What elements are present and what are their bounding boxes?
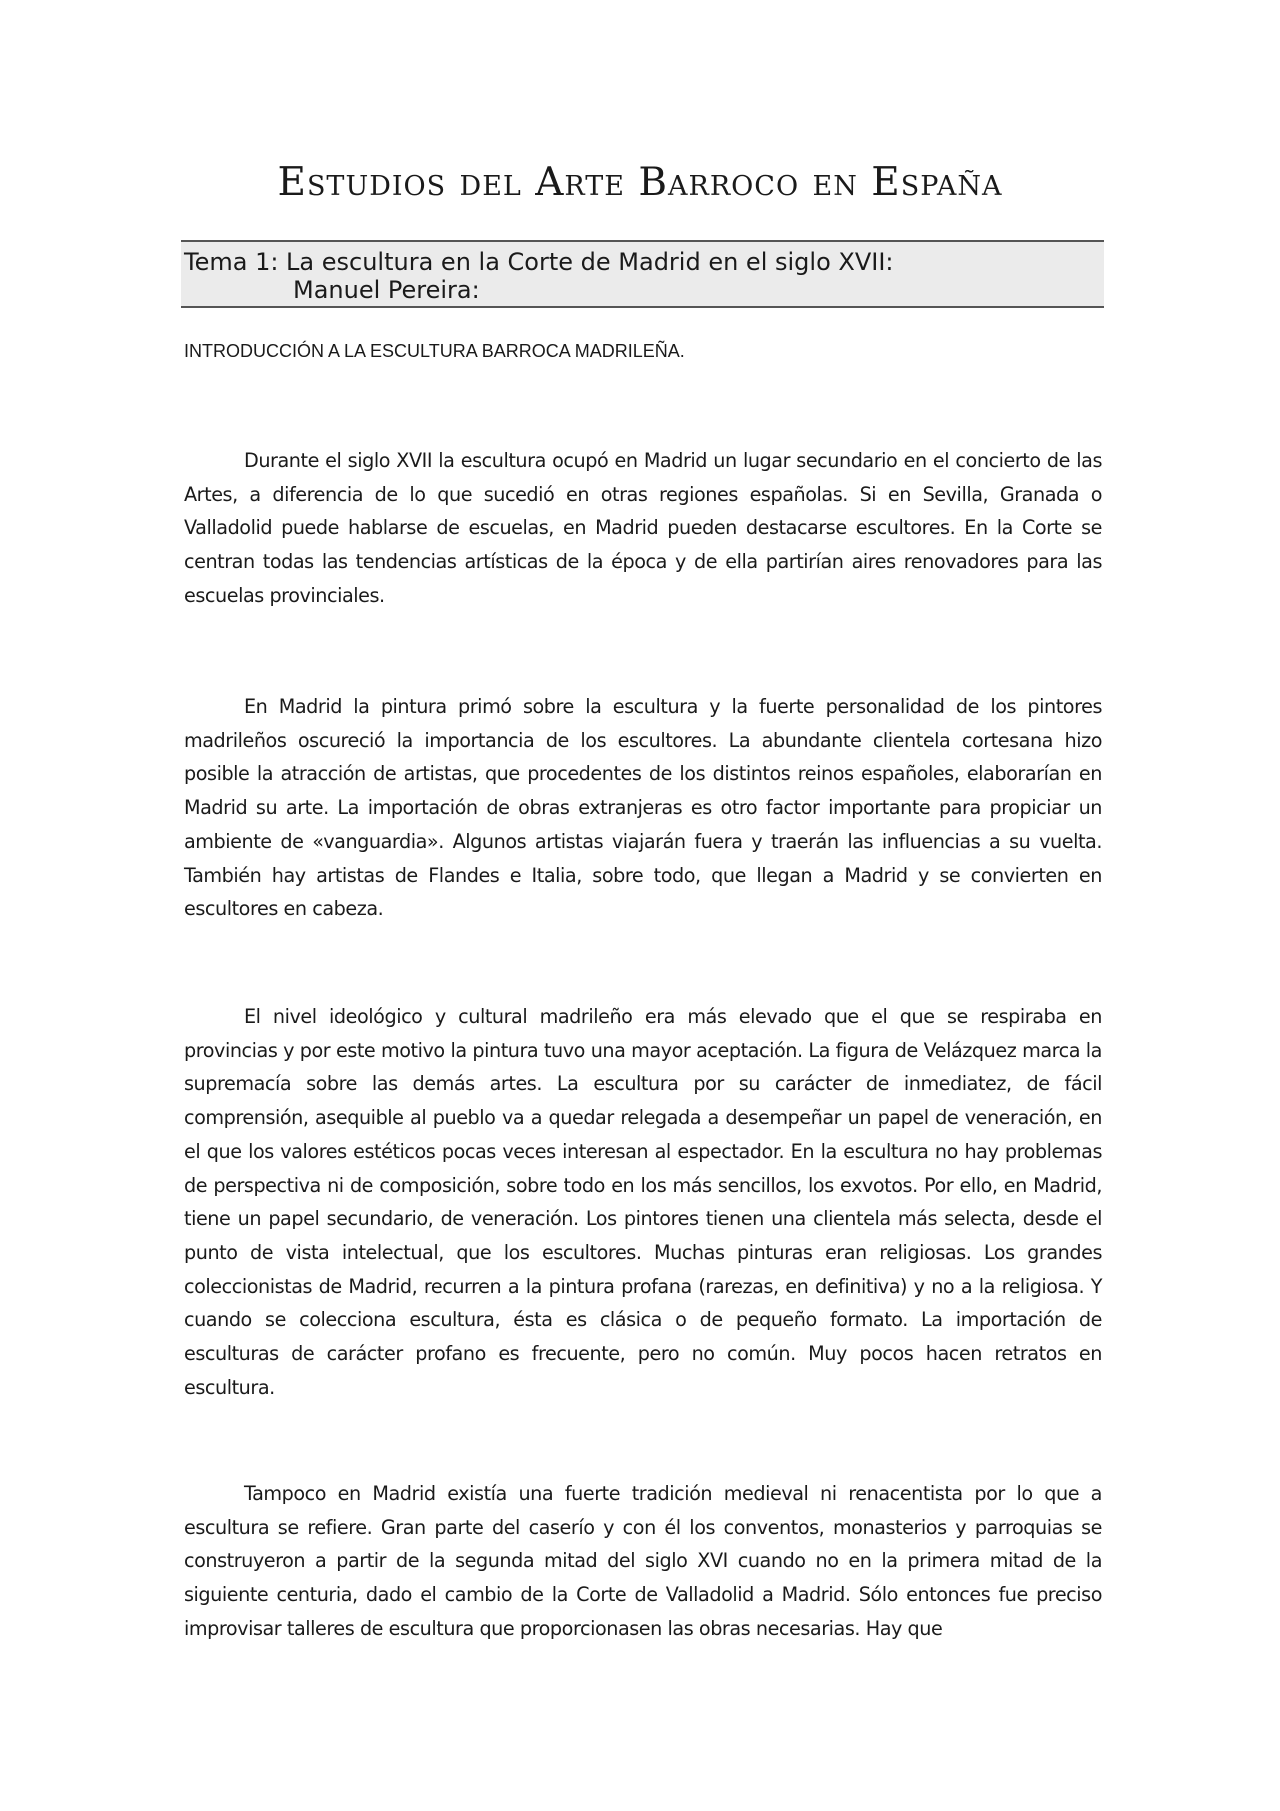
topic-banner xyxy=(181,240,1104,308)
section-heading: INTRODUCCIÓN A LA ESCULTURA BARROCA MADRILEÑA. xyxy=(184,341,685,361)
topic-title: Tema 1: La escultura en la Corte de Madrid en el siglo XVII: xyxy=(184,248,894,276)
paragraph: Durante el siglo XVII la escultura ocupó en Madrid un lugar secundario en el concierto de las Artes, a diferencia de lo que sucedió en otras regiones españolas. Si en Sevilla, Granada o Valladolid puede hablarse de escuelas, en Madrid pueden destacarse escultores. En la Corte se centran todas las tendencias artísticas de la época y de ella partirían aires renovadores para las escuelas provinciales. xyxy=(184,449,1102,607)
topic-subtitle: Manuel Pereira: xyxy=(293,276,480,304)
paragraph: Tampoco en Madrid existía una fuerte tradición medieval ni renacentista por lo que a escultura se refiere. Gran parte del caserío y con él los conventos, monasterios y parroquias se construyeron a partir de la segunda mitad del siglo XVI cuando no en la primera mitad de la siguiente centuria, dado el cambio de la Corte de Valladolid a Madrid. Sólo entonces fue preciso improvisar talleres de escultura que proporcionasen las obras necesarias. Hay que xyxy=(184,1482,1102,1640)
paragraph: El nivel ideológico y cultural madrileño era más elevado que el que se respiraba en provincias y por este motivo la pintura tuvo una mayor aceptación. La figura de Velázquez marca la supremacía sobre las demás artes. La escultura por su carácter de inmediatez, de fácil comprensión, asequible al pueblo va a quedar relegada a desempeñar un papel de veneración, en el que los valores estéticos pocas veces interesan al espectador. En la escultura no hay problemas de perspectiva ni de composición, sobre todo en los más sencillos, los exvotos. Por ello, en Madrid, tiene un papel secundario, de veneración. Los pintores tienen una clientela más selecta, desde el punto de vista intelectual, que los escultores. Muchas pinturas eran religiosas. Los grandes coleccionistas de Madrid, recurren a la pintura profana (rarezas, en definitiva) y no a la religiosa. Y cuando se colecciona escultura, ésta es clásica o de pequeño formato. La importación de esculturas de carácter profano es frecuente, pero no común. Muy pocos hacen retratos en escultura. xyxy=(184,1005,1102,1399)
paragraph: En Madrid la pintura primó sobre la escultura y la fuerte personalidad de los pintores madrileños oscureció la importancia de los escultores. La abundante clientela cortesana hizo posible la atracción de artistas, que procedentes de los distintos reinos españoles, elaborarían en Madrid su arte. La importación de obras extranjeras es otro factor importante para propiciar un ambiente de «vanguardia». Algunos artistas viajarán fuera y traerán las influencias a su vuelta. También hay artistas de Flandes e Italia, sobre todo, que llegan a Madrid y se convierten en escultores en cabeza. xyxy=(184,695,1102,921)
document-title: Estudios del Arte Barroco en España xyxy=(277,160,1003,205)
